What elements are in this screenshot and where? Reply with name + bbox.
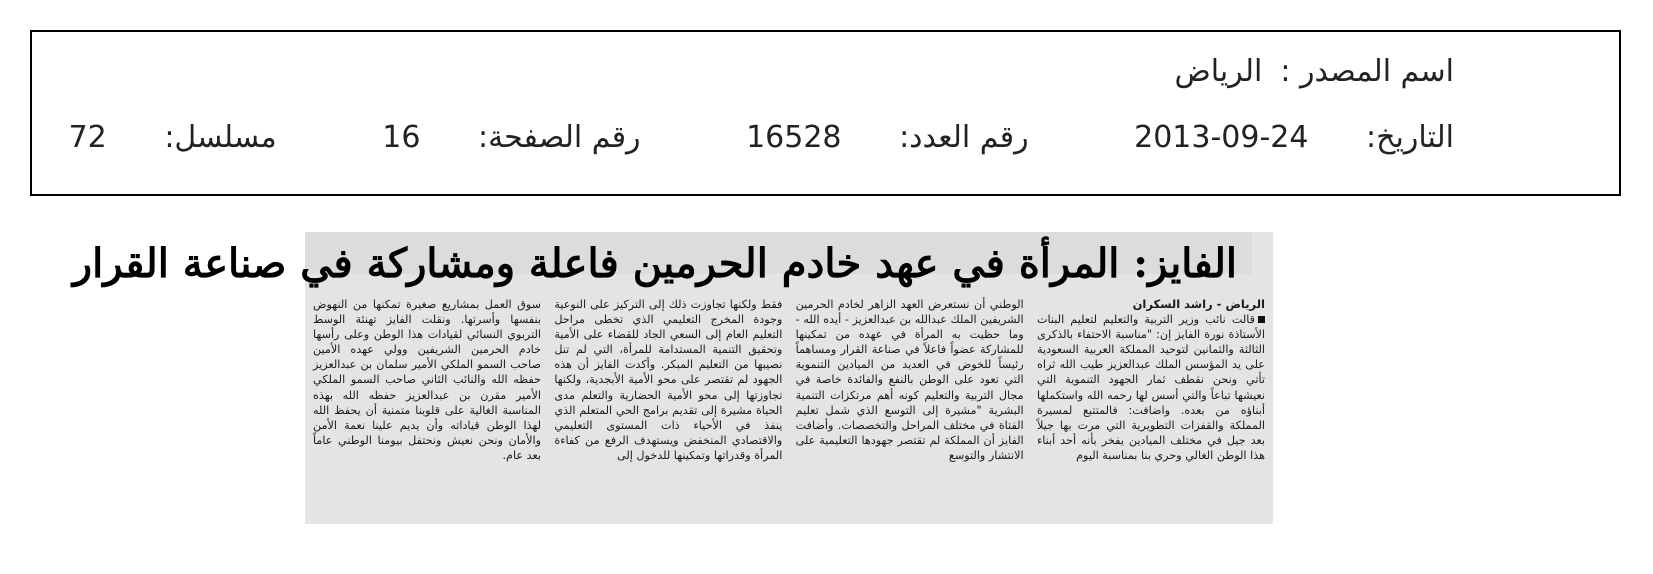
article-column-1 <box>1037 297 1265 522</box>
article-columns <box>313 297 1265 522</box>
source-info-box <box>30 30 1621 196</box>
metadata-row <box>0 120 1454 155</box>
column-text: قالت نائب وزير التربية والتعليم لتعليم البنات الأستاذة نورة الفايز إن: "مناسبة الاحتفاء بالذكرى الثالثة والثمانين لتوحيد المملكة العربية السعودية على يد المؤسس الملك عبدالعزيز طيب الله ثراه تأتي ونحن نقطف ثمار الجهود التنموية التي نعيشها تباعاً والتي أسس لها رحمه الله واستكملها أبناؤه من بعده. واضافت: فالمتتبع لمسيرة المملكة والقفزات التطويرية التي مرت بها جيلاً بعد جيل في مختلف الميادين يفخر بأنه أحد أبناء هذا الوطن الغالي وحري بنا بمناسبة اليوم <box>1036 313 1265 462</box>
page-value: 16 <box>382 120 421 155</box>
issue-value: 16528 <box>746 120 842 155</box>
newspaper-clipping <box>72 232 1273 524</box>
date-value: 2013-09-24 <box>1134 120 1309 155</box>
source-row <box>1055 54 1454 89</box>
article-column-4 <box>313 297 541 522</box>
column-text: سوق العمل بمشاريع صغيرة تمكنها من النهوض بنفسها وأسرتها. ونقلت الفايز تهنئة الوسط التربوي النسائي لقيادات هذا الوطن وعلى رأسها خادم الحرمين الشريفين وولي عهده الأمين صاحب السمو الملكي الأمير سلمان بن عبدالعزيز حفظه الله والنائب الثاني صاحب السمو الملكي الأمير مقرن بن عبدالعزيز حفظه الله بهذه المناسبة الغالية على قلوبنا متمنية أن يحفظ الله لهذا الوطن قياداته وأن يديم علينا نعمة الأمن والأمان ونحن نعيش ونحتفل بيومنا الوطني عاماً بعد عام. <box>313 298 541 462</box>
article-column-3 <box>554 297 782 522</box>
column-text: الوطني أن نستعرض العهد الزاهر لخادم الحرمين الشريفين الملك عبدالله بن عبدالعزيز - أيده الله - وما حظيت به المرأة في عهده من تمكينها للمشاركة عضواً فاعلاً في صناعة القرار ومساهماً رئيساً للخوض في العديد من الميادين التنموية التي تعود على الوطن بالنفع والفائدة خاصة في مجال التربية والتعليم كونه أهم مرتكزات التنمية البشرية "مشيرة إلى التوسع الذي شمل تعليم الفتاة في مختلف المراحل والتخصصات. وأضافت الفايز أن المملكة لم تقتصر جهودها التعليمية على الانتشار والتوسع <box>795 298 1024 462</box>
date-label: التاريخ: <box>1366 120 1454 155</box>
source-label: اسم المصدر : <box>1280 54 1454 89</box>
issue-field <box>698 120 1028 155</box>
bullet-square-icon <box>1258 316 1265 323</box>
column-text: فقط ولكنها تجاوزت ذلك إلى التركيز على النوعية وجودة المخرج التعليمي الذي تخطى مراحل التعليم العام إلى السعي الجاد للقضاء على الأمية وتحقيق التنمية المستدامة للمرأة، التي لم تنل نصيبها من التعليم المبكر. وأكدت الفايز أن هذه الجهود لم تقتصر على محو الأمية الأبجدية، ولكنها تجاوزتها إلى محو الأمية الحضارية والتعلم مدى الحياة مشيرة إلى تقديم برامج الحي المتعلم الذي ينفذ في الأحياء ذات المستوى التعليمي والاقتصادي المنخفض ويستهدف الرفع من كفاءة المرأة وقدراتها وتمكينها للدخول إلى <box>554 298 783 462</box>
date-field <box>1086 120 1454 155</box>
page-label: رقم الصفحة: <box>477 120 641 155</box>
serial-value: 72 <box>68 120 107 155</box>
source-value: الرياض <box>1174 54 1263 89</box>
article-headline: الفايز: المرأة في عهد خادم الحرمين فاعلة ومشاركة في صناعة القرار <box>72 240 1237 287</box>
article-column-2 <box>796 297 1024 522</box>
serial-label: مسلسل: <box>164 120 277 155</box>
issue-label: رقم العدد: <box>899 120 1029 155</box>
page-field <box>334 120 640 155</box>
serial-field <box>21 120 277 155</box>
article-byline: الرياض - راشد السكران <box>1132 297 1265 311</box>
